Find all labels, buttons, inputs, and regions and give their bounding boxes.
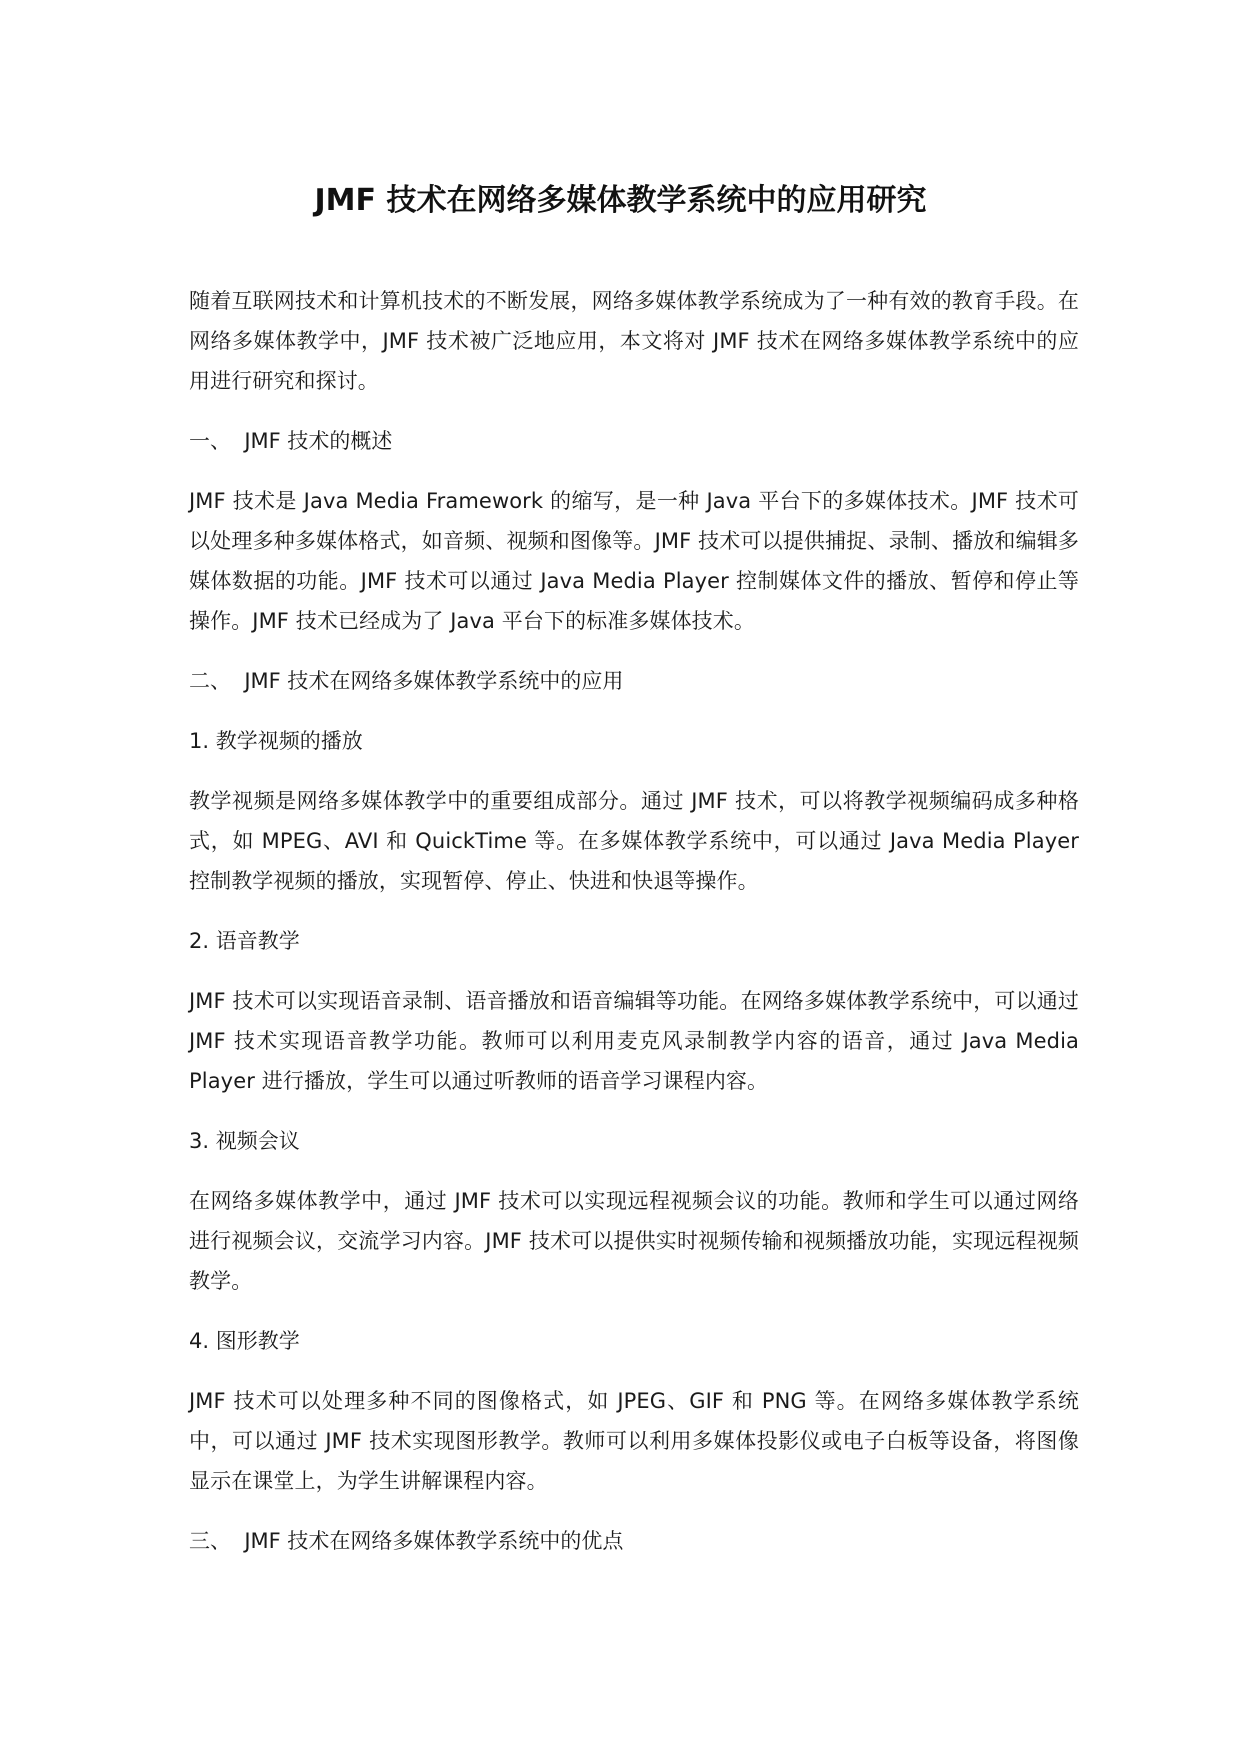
subsection-2-paragraph: JMF 技术可以实现语音录制、语音播放和语音编辑等功能。在网络多媒体教学系统中，可以通过 JMF 技术实现语音教学功能。教师可以利用麦克风录制教学内容的语音，通过 Java Media Player 进行播放，学生可以通过听教师的语音学习课程内容。 (189, 989, 1079, 1093)
section-2-heading: 二、 JMF 技术在网络多媒体教学系统中的应用 (189, 669, 624, 693)
subsection-3-paragraph: 在网络多媒体教学中，通过 JMF 技术可以实现远程视频会议的功能。教师和学生可以通过网络进行视频会议，交流学习内容。JMF 技术可以提供实时视频传输和视频播放功能，实现远程视频教学。 (189, 1189, 1079, 1293)
subsection-4-paragraph: JMF 技术可以处理多种不同的图像格式，如 JPEG、GIF 和 PNG 等。在网络多媒体教学系统中，可以通过 JMF 技术实现图形教学。教师可以利用多媒体投影仪或电子白板等设备，将图像显示在课堂上，为学生讲解课程内容。 (189, 1389, 1079, 1493)
section-1-heading: 一、 JMF 技术的概述 (189, 429, 393, 453)
subsection-4-heading: 4. 图形教学 (189, 1329, 300, 1353)
subsection-1-heading: 1. 教学视频的播放 (189, 729, 363, 753)
document-title: JMF 技术在网络多媒体教学系统中的应用研究 (314, 183, 927, 218)
section-1-paragraph: JMF 技术是 Java Media Framework 的缩写，是一种 Java 平台下的多媒体技术。JMF 技术可以处理多种多媒体格式，如音频、视频和图像等。JMF 技术可以提供捕捉、录制、播放和编辑多媒体数据的功能。JMF 技术可以通过 Java Media Player 控制媒体文件的播放、暂停和停止等操作。JMF 技术已经成为了 Java 平台下的标准多媒体技术。 (189, 489, 1079, 633)
document-body (189, 281, 1079, 1581)
subsection-1-paragraph: 教学视频是网络多媒体教学中的重要组成部分。通过 JMF 技术，可以将教学视频编码成多种格式，如 MPEG、AVI 和 QuickTime 等。在多媒体教学系统中，可以通过 Java Media Player 控制教学视频的播放，实现暂停、停止、快进和快退等操作。 (189, 789, 1079, 893)
subsection-2-heading: 2. 语音教学 (189, 929, 300, 953)
intro-paragraph: 随着互联网技术和计算机技术的不断发展，网络多媒体教学系统成为了一种有效的教育手段。在网络多媒体教学中，JMF 技术被广泛地应用，本文将对 JMF 技术在网络多媒体教学系统中的应用进行研究和探讨。 (189, 289, 1079, 393)
subsection-3-heading: 3. 视频会议 (189, 1129, 300, 1153)
section-3-heading: 三、 JMF 技术在网络多媒体教学系统中的优点 (189, 1529, 624, 1553)
